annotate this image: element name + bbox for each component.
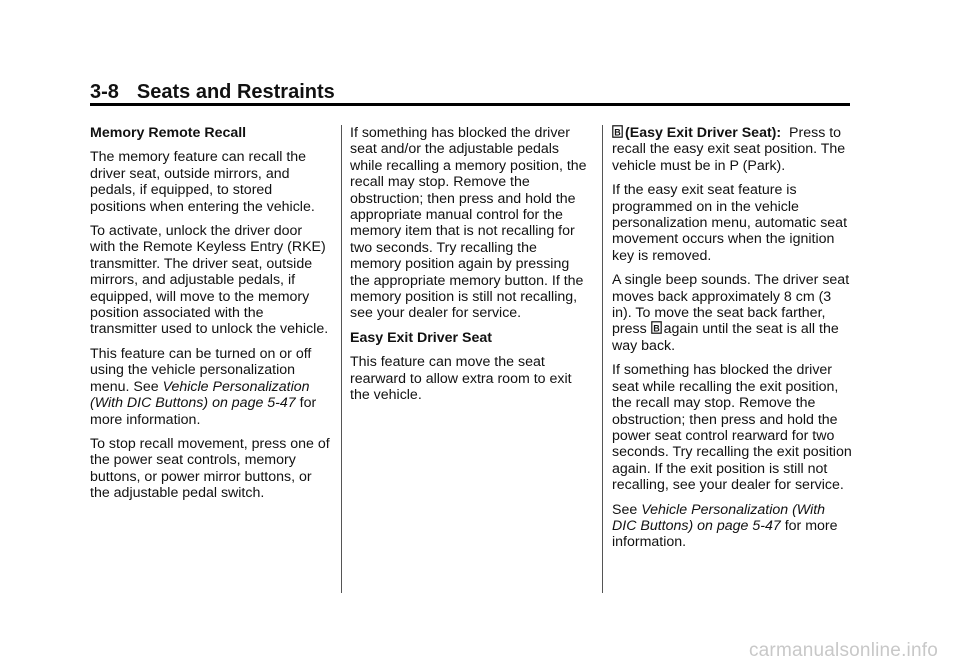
paragraph: To activate, unlock the driver door with the Remote Keyless Entry (RKE) transmitter. The driver seat, outside mirrors, and adjustable pedals, if equipped, will move to the memory position associated with the transmitter used to unlock the vehicle. xyxy=(90,223,329,338)
page-title xyxy=(90,80,850,104)
paragraph: To stop recall movement, press one of the power seat controls, memory buttons, or power mirror buttons, or the adjustable pedal switch. xyxy=(90,435,330,502)
paragraph xyxy=(90,346,330,428)
svg-text:B: B xyxy=(614,127,621,138)
column-3 xyxy=(612,125,852,559)
paragraph: If something has blocked the driver seat and/or the adjustable pedals while recalling a memory position, the recall may stop. Remove the obstruction; then press and hold the appropriate manual control for the memory item that is not recalling for two seconds. Try recalling the memory position again by pressing the appropriate memory button. If the memory position is still not recalling, see your dealer for service. xyxy=(350,125,587,322)
paragraph xyxy=(612,272,852,354)
cross-reference-link[interactable]: Vehicle Personalization (With DIC Buttons) on page 5‑47 xyxy=(612,501,826,534)
paragraph: If something has blocked the driver seat while recalling the exit position, the recall may stop. Remove the obstruction; then press and hold the power seat control rearward for two seconds. Try recalling the exit position again. If the exit position is still not recalling, see your dealer for service. xyxy=(612,362,852,494)
text: for more information. xyxy=(90,395,317,428)
column-2 xyxy=(350,125,590,412)
svg-text:B: B xyxy=(652,323,660,334)
paragraph xyxy=(612,125,852,174)
text: A single beep sounds. The driver seat moves back approximately 8 cm (3 in). To move the seat back farther, press xyxy=(612,272,850,338)
section-title: Seats and Restraints xyxy=(136,81,335,103)
watermark: carmanualsonline.info xyxy=(748,640,938,661)
text: for more information. xyxy=(612,517,838,551)
column-divider xyxy=(341,125,342,593)
memory-remote-recall-heading: Memory Remote Recall xyxy=(90,125,247,141)
text: This feature can be turned on or off using the vehicle personalization menu. See xyxy=(90,345,312,395)
paragraph xyxy=(612,502,852,551)
column-divider xyxy=(602,125,603,593)
text: See xyxy=(612,501,642,518)
header-rule xyxy=(90,103,850,106)
easy-exit-seat-icon xyxy=(612,125,623,138)
paragraph: If the easy exit seat feature is programmed on in the vehicle personalization menu, automatic seat movement occurs when the ignition key is removed. xyxy=(612,182,848,264)
cross-reference-link[interactable]: Vehicle Personalization (With DIC Buttons) on page 5‑47 xyxy=(90,378,310,412)
paragraph: The memory feature can recall the driver seat, outside mirrors, and pedals, if equipped, to stored positions when entering the vehicle. xyxy=(90,149,315,215)
text: Press to recall the easy exit seat position. The vehicle must be in P (Park). xyxy=(612,125,846,174)
column-1 xyxy=(90,125,330,510)
paragraph: This feature can move the seat rearward to allow extra room to exit the vehicle. xyxy=(350,354,572,404)
easy-exit-seat-icon xyxy=(651,321,662,334)
easy-exit-driver-seat-heading: Easy Exit Driver Seat xyxy=(350,329,492,346)
easy-exit-label: (Easy Exit Driver Seat): xyxy=(625,125,782,141)
text: again until the seat is all the way back. xyxy=(612,321,839,354)
page-number: 3-8 xyxy=(90,81,119,103)
